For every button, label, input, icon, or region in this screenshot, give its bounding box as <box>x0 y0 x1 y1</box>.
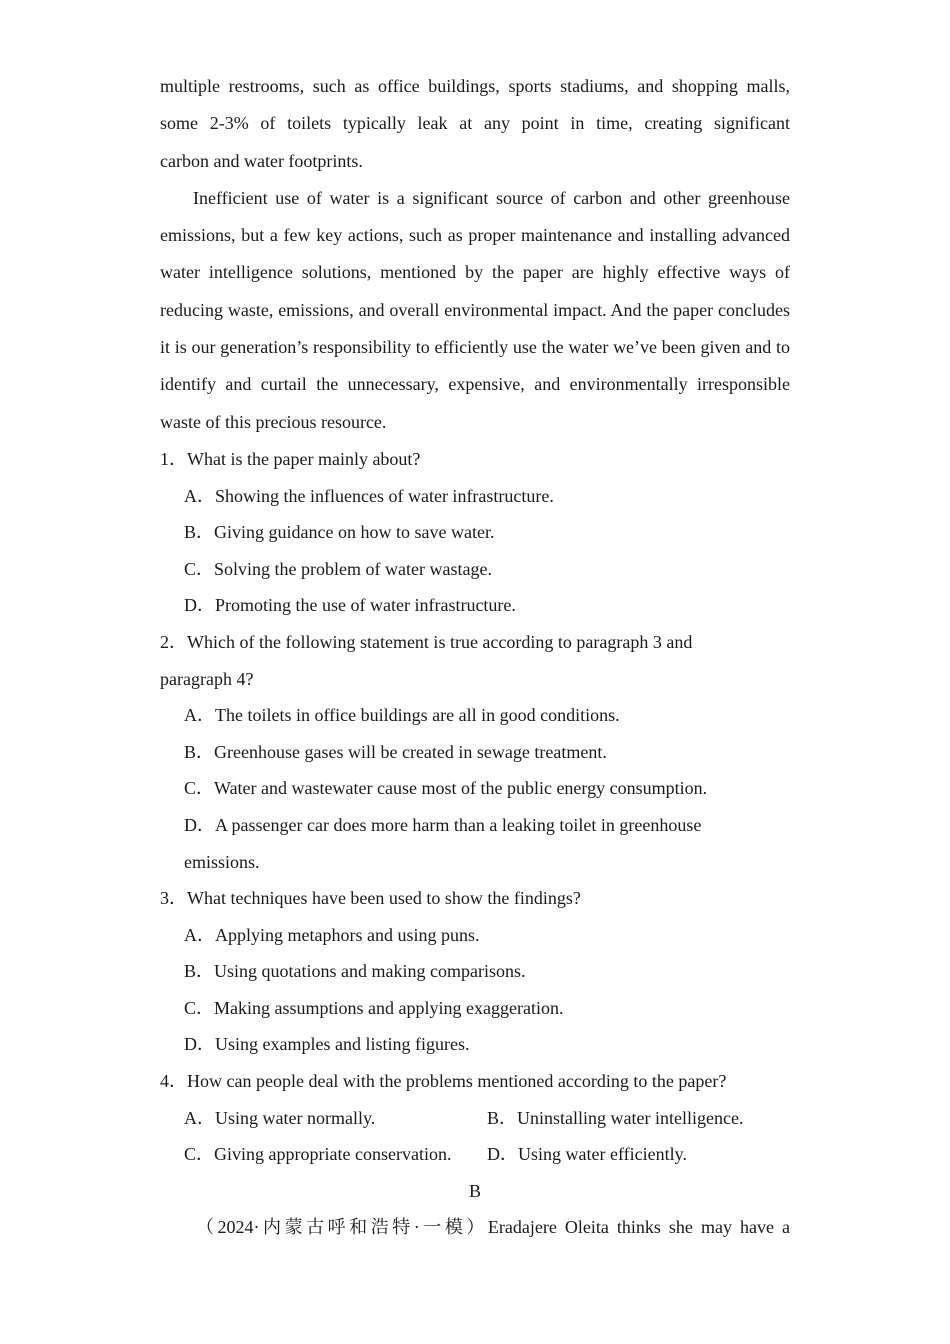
option-d[interactable] <box>487 1136 790 1173</box>
source-note: （2024·内蒙古呼和浩特·一模） <box>196 1217 488 1238</box>
option-b[interactable] <box>487 1100 790 1137</box>
option-text: Showing the influences of water infrastructure. <box>215 485 554 506</box>
question-stem-continued: paragraph 4? <box>160 668 254 689</box>
option-text: Using examples and listing figures. <box>215 1034 470 1055</box>
option-d-continued: emissions. <box>184 851 260 872</box>
option-d[interactable] <box>184 587 790 624</box>
option-letter: D． <box>184 595 215 616</box>
option-text: Using quotations and making comparisons. <box>214 961 526 982</box>
question-stem <box>160 441 790 478</box>
option-text: The toilets in office buildings are all in good conditions. <box>215 705 620 726</box>
question-number: 3． <box>160 888 187 909</box>
option-text: Promoting the use of water infrastructure. <box>215 595 516 616</box>
passage-line: carbon and water footprints. <box>160 150 363 171</box>
option-letter: A． <box>184 705 215 726</box>
option-a[interactable] <box>184 478 790 515</box>
option-text: Using water normally. <box>215 1107 376 1128</box>
option-a[interactable] <box>184 697 790 734</box>
option-text: Solving the problem of water wastage. <box>214 558 492 579</box>
question-4 <box>160 1063 790 1173</box>
passage-paragraph-1 <box>160 68 790 180</box>
option-text: Giving guidance on how to save water. <box>214 522 495 543</box>
option-letter: A． <box>184 485 215 506</box>
option-text: Water and wastewater cause most of the public energy consumption. <box>214 778 708 799</box>
options-row-1 <box>184 1100 790 1137</box>
question-text: What techniques have been used to show the findings? <box>187 888 581 909</box>
question-number: 1． <box>160 448 187 469</box>
question-text: Which of the following statement is true according to paragraph 3 and <box>187 631 693 652</box>
option-text: Making assumptions and applying exaggeration. <box>214 997 564 1018</box>
question-3 <box>160 880 790 1063</box>
option-d[interactable] <box>184 807 790 844</box>
option-letter: D． <box>487 1144 518 1165</box>
option-b[interactable] <box>184 953 790 990</box>
passage-line: some 2-3% of toilets typically leak at any point in time, creating significant <box>160 113 790 134</box>
options-row-2 <box>184 1136 790 1173</box>
option-letter: D． <box>184 814 215 835</box>
option-letter: B． <box>487 1107 518 1128</box>
question-stem <box>160 880 790 917</box>
option-letter: C． <box>184 1144 215 1165</box>
question-text: What is the paper mainly about? <box>187 448 421 469</box>
option-a[interactable] <box>184 917 790 954</box>
option-a[interactable] <box>184 1100 487 1137</box>
section-heading: B <box>468 1180 481 1201</box>
question-text: How can people deal with the problems mentioned according to the paper? <box>187 1071 727 1092</box>
question-stem <box>160 1063 790 1100</box>
question-stem <box>160 624 790 661</box>
question-number: 4． <box>160 1071 187 1092</box>
question-1 <box>160 441 790 624</box>
section-b-intro <box>160 1209 790 1246</box>
option-c[interactable] <box>184 990 790 1027</box>
passage-line: multiple restrooms, such as office buildings, sports stadiums, and shopping malls, <box>160 76 790 96</box>
option-text: Uninstalling water intelligence. <box>517 1107 744 1128</box>
option-b[interactable] <box>184 514 790 551</box>
option-letter: B． <box>184 522 215 543</box>
option-letter: C． <box>184 997 215 1018</box>
option-c[interactable] <box>184 551 790 588</box>
option-letter: B． <box>184 961 215 982</box>
passage-start: Eradajere Oleita thinks she may have a <box>487 1217 790 1238</box>
option-text: A passenger car does more harm than a leaking toilet in greenhouse <box>215 814 702 835</box>
option-text: Greenhouse gases will be created in sewage treatment. <box>214 741 607 762</box>
option-letter: C． <box>184 778 215 799</box>
option-c[interactable] <box>184 1136 487 1173</box>
option-letter: A． <box>184 1107 215 1128</box>
option-c[interactable] <box>184 770 790 807</box>
question-number: 2． <box>160 631 187 652</box>
option-letter: A． <box>184 924 215 945</box>
option-b[interactable] <box>184 734 790 771</box>
option-letter: D． <box>184 1034 215 1055</box>
option-letter: B． <box>184 741 215 762</box>
passage-paragraph-2: Inefficient use of water is a significant source of carbon and other greenhouse emissions, but a few key actions, such as proper maintenance and installing advanced water intelligence solutions, mentioned by the paper are highly effective ways of reducing waste, emissions, and overall environmental impact. And the paper concludes it is our generation’s responsibility to efficiently use the water we’ve been given and to identify and curtail the unnecessary, expensive, and environmentally irresponsible waste of this precious resource. <box>160 187 790 432</box>
option-text: Giving appropriate conservation. <box>214 1144 452 1165</box>
question-2 <box>160 624 790 880</box>
option-text: Using water efficiently. <box>518 1144 687 1165</box>
document-content <box>160 68 790 1246</box>
option-d[interactable] <box>184 1026 790 1063</box>
option-letter: C． <box>184 558 215 579</box>
option-text: Applying metaphors and using puns. <box>215 924 480 945</box>
